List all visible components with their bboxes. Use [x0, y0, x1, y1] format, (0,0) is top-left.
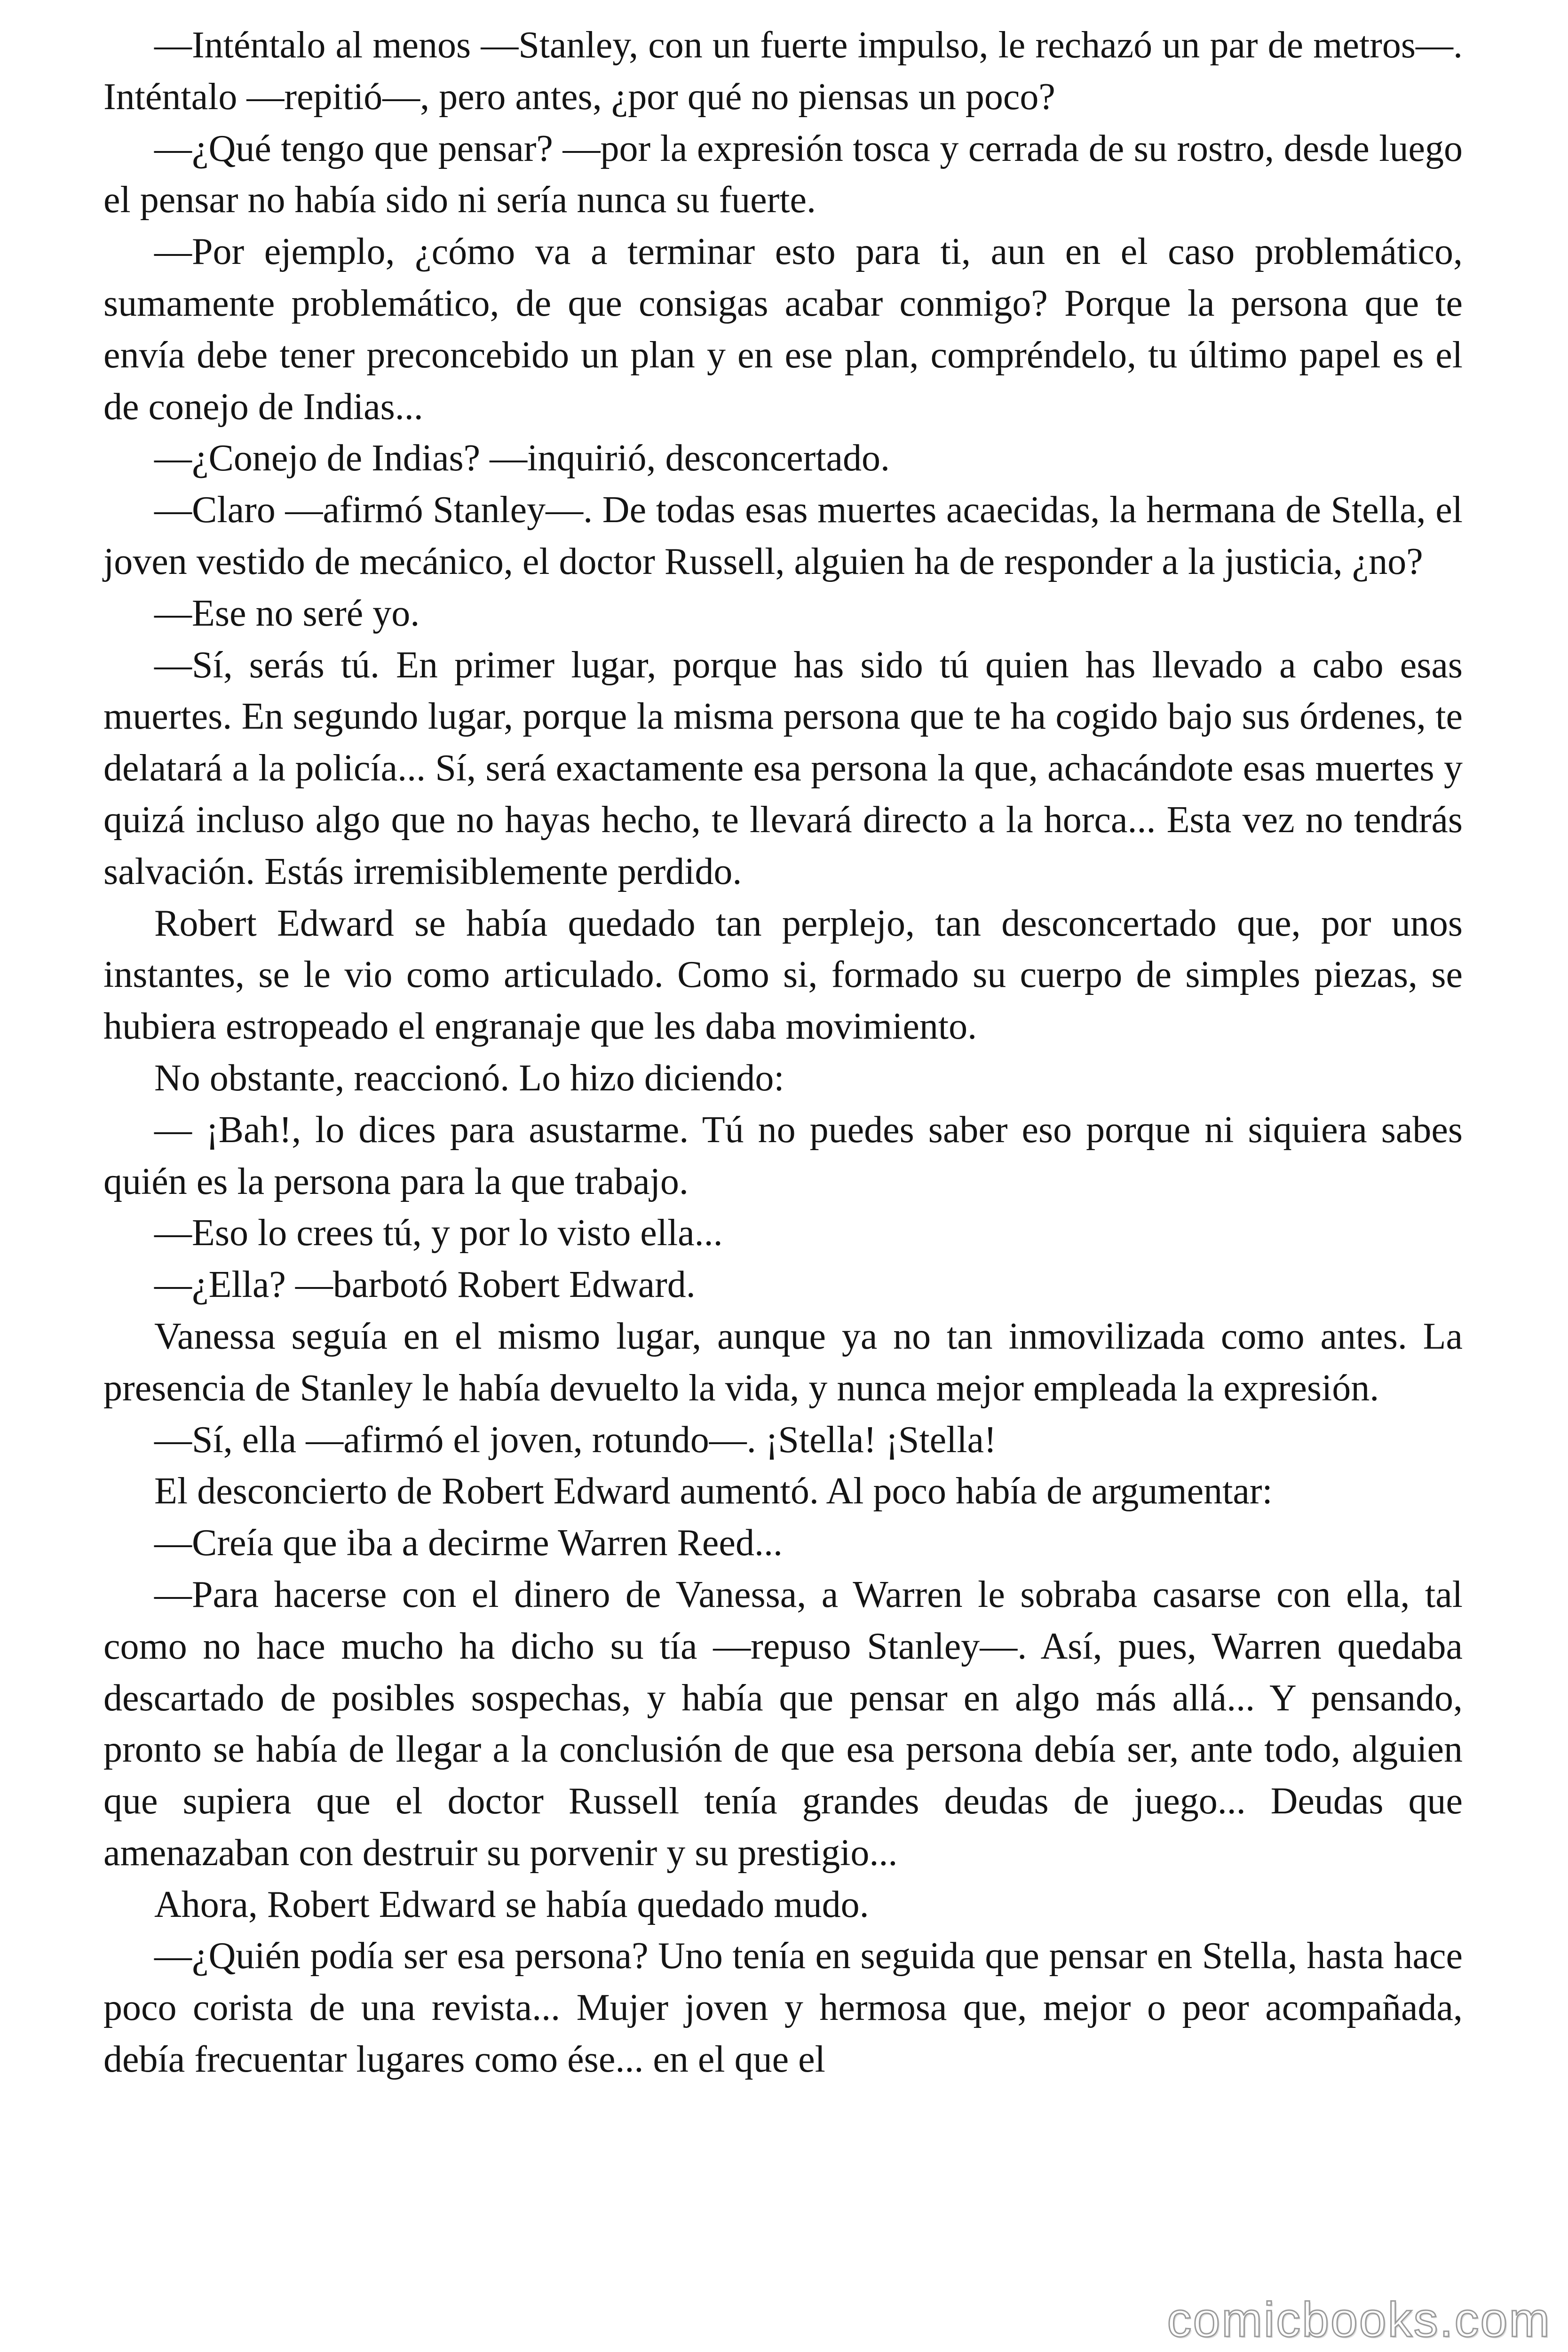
- paragraph: —Por ejemplo, ¿cómo va a terminar esto para ti, aun en el caso problemático, sumamente problemático, de que consigas acabar conmigo? Porque la persona que te envía debe tener preconcebido un plan y en ese plan, compréndelo, tu último papel es el de conejo de Indias...: [103, 231, 1463, 428]
- paragraph: —¿Ella? —barbotó Robert Edward.: [154, 1264, 696, 1306]
- paragraph: Robert Edward se había quedado tan perplejo, tan desconcertado que, por unos instantes, se le vio como articulado. Como si, formado su cuerpo de simples piezas, se hubiera estropeado el engranaje que les daba movimiento.: [103, 902, 1463, 1048]
- paragraph: —Eso lo crees tú, y por lo visto ella...: [154, 1212, 723, 1254]
- paragraph: —¿Quién podía ser esa persona? Uno tenía en seguida que pensar en Stella, hasta hace poco corista de una revista... Mujer joven y hermosa que, mejor o peor acompañada, debía frecuentar lugares como ése... en el que el: [103, 1935, 1463, 2081]
- body-text: [103, 20, 1463, 2086]
- paragraph: —Claro —afirmó Stanley—. De todas esas muertes acaecidas, la hermana de Stella, el joven vestido de mecánico, el doctor Russell, alguien ha de responder a la justicia, ¿no?: [103, 489, 1463, 582]
- paragraph: —Creía que iba a decirme Warren Reed...: [154, 1522, 783, 1564]
- paragraph: —¿Qué tengo que pensar? —por la expresión tosca y cerrada de su rostro, desde luego el pensar no había sido ni sería nunca su fuerte.: [103, 127, 1463, 221]
- paragraph: Vanessa seguía en el mismo lugar, aunque ya no tan inmovilizada como antes. La presencia de Stanley le había devuelto la vida, y nunca mejor empleada la expresión.: [103, 1315, 1463, 1409]
- paragraph: —Sí, ella —afirmó el joven, rotundo—. ¡Stella! ¡Stella!: [154, 1419, 997, 1461]
- paragraph: —¿Conejo de Indias? —inquirió, desconcertado.: [154, 437, 890, 479]
- paragraph: No obstante, reaccionó. Lo hizo diciendo:: [154, 1057, 784, 1099]
- paragraph: —Para hacerse con el dinero de Vanessa, a Warren le sobraba casarse con ella, tal como no hace mucho ha dicho su tía —repuso Stanley—. Así, pues, Warren quedaba descartado de posibles sospechas, y había que pensar en algo más allá... Y pensando, pronto se había de llegar a la conclusión de que esa persona debía ser, ante todo, alguien que supiera que el doctor Russell tenía grandes deudas de juego... Deudas que amenazaban con destruir su porvenir y su prestigio...: [103, 1573, 1463, 1874]
- paragraph: —Ese no seré yo.: [154, 592, 420, 634]
- paragraph: — ¡Bah!, lo dices para asustarme. Tú no puedes saber eso porque ni siquiera sabes quién es la persona para la que trabajo.: [103, 1109, 1463, 1202]
- paragraph: —Sí, serás tú. En primer lugar, porque has sido tú quien has llevado a cabo esas muertes. En segundo lugar, porque la misma persona que te ha cogido bajo sus órdenes, te delatará a la policía... Sí, será exactamente esa persona la que, achacándote esas muertes y quizá incluso algo que no hayas hecho, te llevará directo a la horca... Esta vez no tendrás salvación. Estás irremisiblemente perdido.: [103, 644, 1463, 892]
- watermark: comicbooks.com: [1167, 2293, 1551, 2347]
- paragraph: El desconcierto de Robert Edward aumentó. Al poco había de argumentar:: [154, 1470, 1273, 1512]
- paragraph: —Inténtalo al menos —Stanley, con un fuerte impulso, le rechazó un par de metros—. Inténtalo —repitió—, pero antes, ¿por qué no piensas un poco?: [103, 24, 1463, 118]
- paragraph: Ahora, Robert Edward se había quedado mudo.: [154, 1883, 869, 1925]
